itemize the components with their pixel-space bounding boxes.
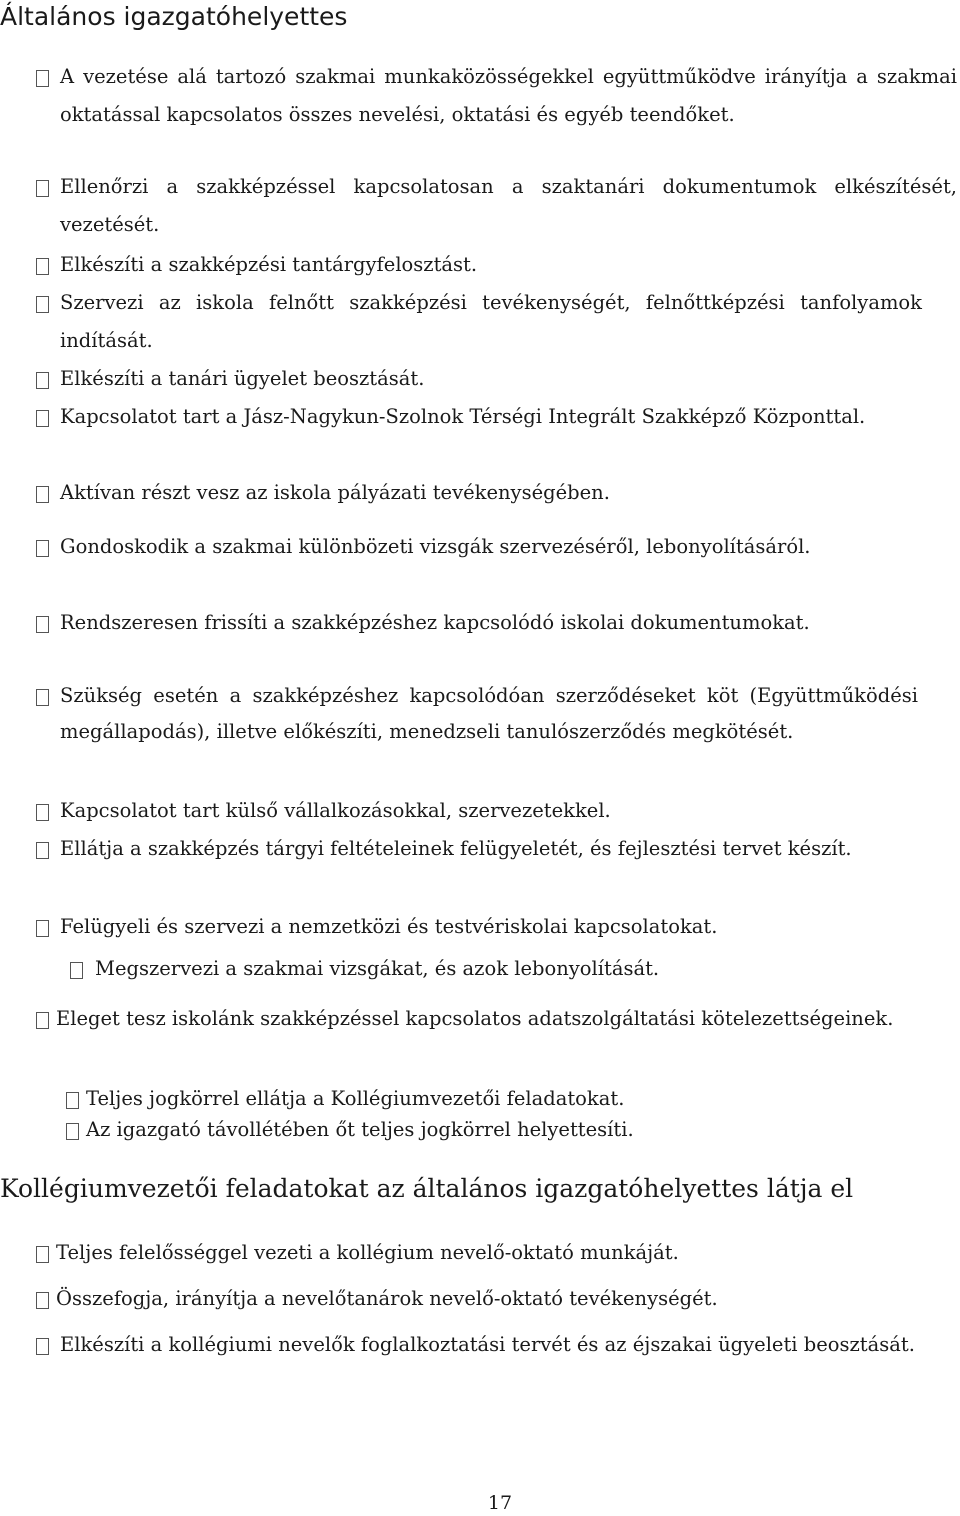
bullet-box-icon xyxy=(36,540,49,557)
bullet-box-icon xyxy=(36,296,49,313)
list-item-text: Felügyeli és szervezi a nemzetközi és testvériskolai kapcsolatokat. xyxy=(60,915,718,938)
list-item-text: Gondoskodik a szakmai különbözeti vizsgák szervezéséről, lebonyolításáról. xyxy=(60,535,811,558)
bullet-box-icon xyxy=(36,486,49,503)
bullet-box-icon xyxy=(36,804,49,821)
bullet-box-icon xyxy=(36,258,49,275)
list-item-text: Teljes felelősséggel vezeti a kollégium nevelő-oktató munkáját. xyxy=(56,1241,679,1264)
bullet-box-icon xyxy=(66,1092,79,1109)
list-item-text: Eleget tesz iskolánk szakképzéssel kapcsolatos adatszolgáltatási kötelezettségeinek. xyxy=(56,1007,894,1030)
bullet-box-icon xyxy=(66,1123,79,1140)
list-item-text: Az igazgató távollétében őt teljes jogkörrel helyettesíti. xyxy=(86,1118,634,1141)
list-item-text: Aktívan részt vesz az iskola pályázati tevékenységében. xyxy=(60,481,610,504)
bullet-box-icon xyxy=(36,410,49,427)
bullet-box-icon xyxy=(36,616,49,633)
list-item-text: Kapcsolatot tart a Jász-Nagykun-Szolnok Térségi Integrált Szakképző Központtal. xyxy=(60,405,866,428)
list-item-text: Összefogja, irányítja a nevelőtanárok nevelő-oktató tevékenységét. xyxy=(56,1287,718,1310)
page-number: 17 xyxy=(487,1492,513,1514)
list-item-text: A vezetése alá tartozó szakmai munkaközösségekkel együttműködve irányítja a szakmai oktatással kapcsolatos összes nevelési, oktatási és egyéb teendőket. xyxy=(60,65,957,126)
bullet-box-icon xyxy=(36,180,49,197)
list-item-text: Elkészíti a kollégiumi nevelők foglalkoztatási tervét és az éjszakai ügyeleti beosztását. xyxy=(60,1333,915,1356)
bullet-box-icon xyxy=(36,1338,49,1355)
bullet-box-icon xyxy=(36,1292,49,1309)
section-title-dormitory-head: Kollégiumvezetői feladatokat az általános igazgatóhelyettes látja el xyxy=(0,1174,854,1203)
bullet-box-icon xyxy=(70,962,83,979)
list-item-text: Szükség esetén a szakképzéshez kapcsolódóan szerződéseket köt (Együttműködési megállapodás), illetve előkészíti, menedzseli tanulószerződés megkötését. xyxy=(60,684,918,743)
list-item-text: Ellenőrzi a szakképzéssel kapcsolatosan a szaktanári dokumentumok elkészítését, vezetését. xyxy=(60,175,957,236)
list-item-text: Rendszeresen frissíti a szakképzéshez kapcsolódó iskolai dokumentumokat. xyxy=(60,611,810,634)
bullet-box-icon xyxy=(36,372,49,389)
list-item-text: Megszervezi a szakmai vizsgákat, és azok lebonyolítását. xyxy=(95,957,660,980)
section-title-general-deputy: Általános igazgatóhelyettes xyxy=(0,2,348,31)
list-item-text: Szervezi az iskola felnőtt szakképzési tevékenységét, felnőttképzési tanfolyamok indítását. xyxy=(60,291,922,352)
bullet-box-icon xyxy=(36,70,49,87)
bullet-box-icon xyxy=(36,1246,49,1263)
list-item-text: Elkészíti a tanári ügyelet beosztását. xyxy=(60,367,425,390)
bullet-box-icon xyxy=(36,842,49,859)
bullet-box-icon xyxy=(36,689,49,706)
bullet-box-icon xyxy=(36,920,49,937)
bullet-box-icon xyxy=(36,1012,49,1029)
list-item-text: Elkészíti a szakképzési tantárgyfelosztást. xyxy=(60,253,478,276)
list-item-text: Ellátja a szakképzés tárgyi feltételeinek felügyeletét, és fejlesztési tervet készít. xyxy=(60,837,852,860)
list-item-text: Teljes jogkörrel ellátja a Kollégiumvezetői feladatokat. xyxy=(86,1087,625,1110)
list-item-text: Kapcsolatot tart külső vállalkozásokkal, szervezetekkel. xyxy=(60,799,611,822)
